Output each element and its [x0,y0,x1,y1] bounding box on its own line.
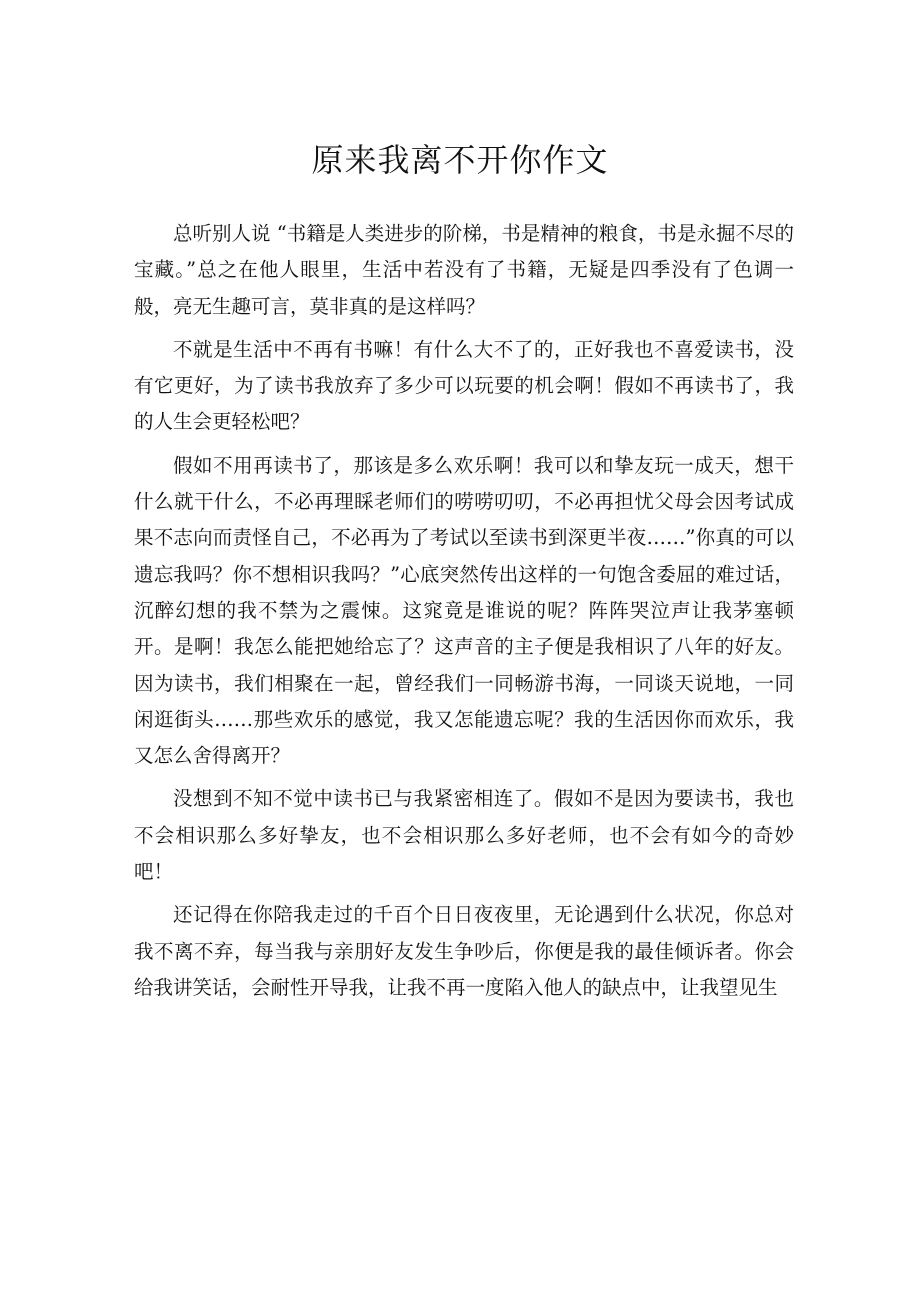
paragraph-1: 总听别人说 “书籍是人类进步的阶梯，书是精神的粮食，书是永掘不尽的宝藏。”总之在他人眼里，生活中若没有了书籍，无疑是四季没有了色调一般，亮无生趣可言，莫非真的是这样吗？ [134,222,794,318]
document-body [134,216,794,1013]
document-title: 原来我离不开你作文 [311,141,609,179]
paragraph-3: 假如不用再读书了，那该是多么欢乐啊！我可以和挚友玩一成天，想干什么就干什么，不必再理睬老师们的唠唠叨叨，不必再担忧父母会因考试成果不志向而责怪自己，不必再为了考试以至读书到深更半夜……”你真的可以遗忘我吗？你不想相识我吗？”心底突然传出这样的一句饱含委屈的难过话，沉醉幻想的我不禁为之震悚。这窕竟是谁说的呢？阵阵哭泣声让我茅塞顿开。是啊！我怎么能把她给忘了？这声音的主子便是我相识了八年的好友。因为读书，我们相聚在一起，曾经我们一同畅游书海，一同谈天说地，一同闲逛街头……那些欢乐的感觉，我又怎能遗忘呢？我的生活因你而欢乐，我又怎么舍得离开？ [134,453,794,768]
paragraph-5: 还记得在你陪我走过的千百个日日夜夜里，无论遇到什么状况，你总对我不离不弃，每当我与亲朋好友发生争吵后，你便是我的最佳倾诉者。你会给我讲笑话，会耐性开导我，让我不再一度陷入他人的缺点中，让我望见生 [134,903,794,999]
paragraph-2: 不就是生活中不再有书嘛！有什么大不了的，正好我也不喜爱读书，没有它更好，为了读书我放弃了多少可以玩要的机会啊！假如不再读书了，我的人生会更轻松吧？ [134,337,794,434]
paragraph-4: 没想到不知不觉中读书已与我紧密相连了。假如不是因为要读书，我也不会相识那么多好挚友，也不会相识那么多好老师，也不会有如今的奇妙吧！ [134,787,794,884]
